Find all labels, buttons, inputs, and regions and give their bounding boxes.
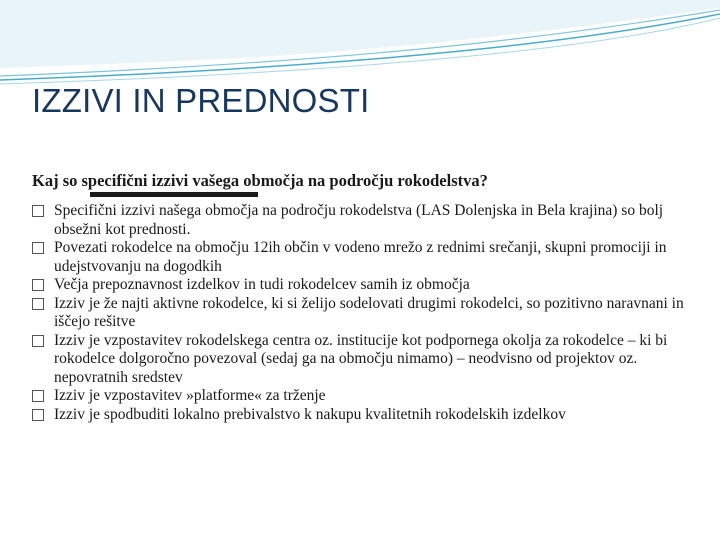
bullet-item (32, 295, 697, 332)
bullet-text: Izziv je spodbuditi lokalno prebivalstvo k nakupu kvalitetnih rokodelskih izdelkov (54, 405, 566, 423)
bullet-text: Izziv je vzpostavitev »platforme« za trženje (54, 387, 326, 404)
square-bullet-icon (32, 205, 44, 217)
square-bullet-icon (32, 279, 44, 291)
slide-title: IZZIVI IN PREDNOSTI (32, 82, 370, 119)
bullet-item (32, 202, 697, 239)
square-bullet-icon (32, 298, 44, 310)
decorative-wave-header (0, 0, 720, 90)
bullet-item (32, 332, 697, 388)
bullet-text: Izziv je vzpostavitev rokodelskega centra oz. institucije kot podpornega okolja za rokodelce – ki bi rokodelce dolgoročno povezoval (sedaj ga na območju nimamo) – neodvisno od projektov oz. nepovratnih sredstev (54, 331, 668, 386)
bullet-item (32, 387, 697, 406)
square-bullet-icon (32, 242, 44, 254)
bullet-text: Večja prepoznavnost izdelkov in tudi rokodelcev samih iz območja (54, 276, 470, 293)
bullet-text: Specifični izzivi našega območja na področju rokodelstva (LAS Dolenjska in Bela krajina) so bolj obsežni kot prednosti. (54, 202, 664, 238)
bullet-item (32, 406, 697, 425)
square-bullet-icon (32, 409, 44, 421)
emphasis-underline (90, 192, 258, 197)
square-bullet-icon (32, 335, 44, 347)
bullet-item (32, 276, 697, 295)
square-bullet-icon (32, 390, 44, 402)
bullet-text: Izziv je že najti aktivne rokodelce, ki si želijo sodelovati drugimi rokodelci, so pozitivno naravnani in iščejo rešitve (54, 294, 684, 330)
slide-question: Kaj so specifični izzivi vašega območja na področju rokodelstva? (32, 171, 488, 190)
bullet-text: Povezati rokodelce na območju 12ih občin v vodeno mrežo z rednimi srečanji, skupni promociji in udejstvovanju na dogodkih (54, 239, 667, 275)
bullet-item (32, 239, 697, 276)
bullet-list (32, 202, 697, 424)
